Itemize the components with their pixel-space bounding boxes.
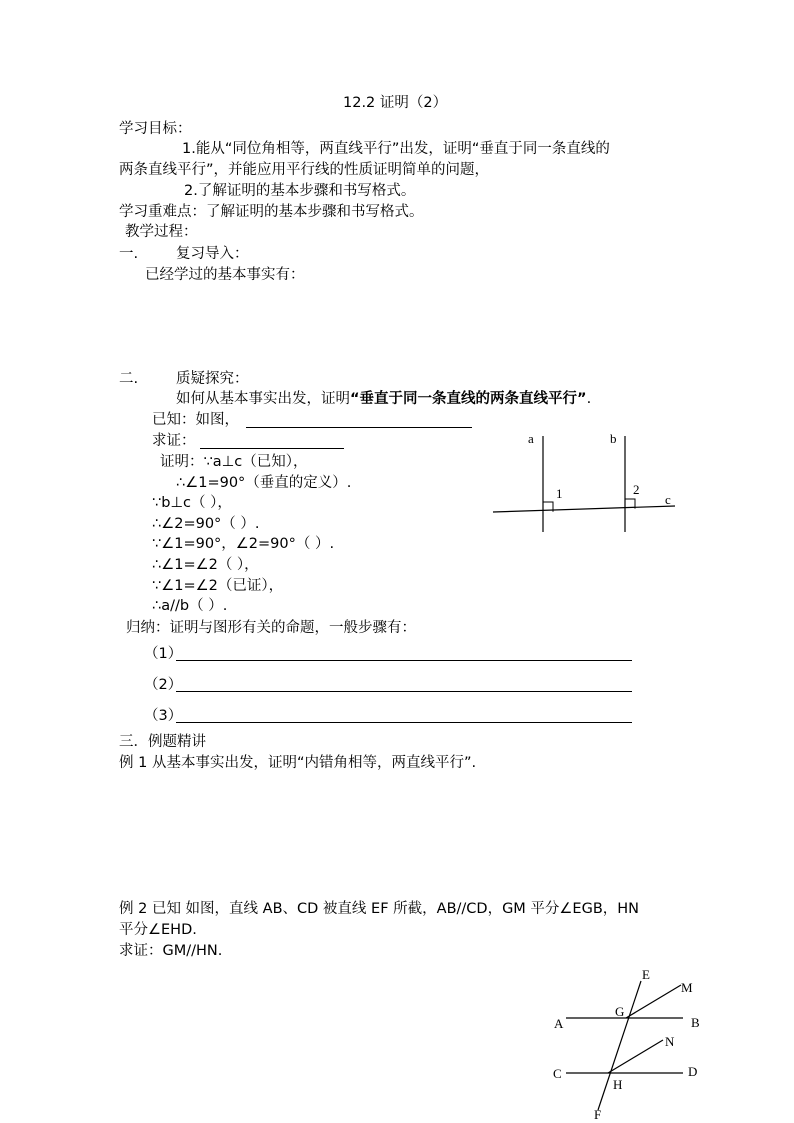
label-M: M <box>681 980 693 995</box>
label-c: c <box>665 492 671 507</box>
page-title: 12.2 证明（2） <box>343 95 448 111</box>
step-3-blank[interactable] <box>176 722 632 723</box>
section-3-heading: 三．例题精讲 <box>119 734 206 750</box>
intro-bold: “垂直于同一条直线的两条直线平行” <box>350 391 587 407</box>
label-b: b <box>610 431 617 446</box>
prove-label: 求证： <box>152 433 196 449</box>
label-E: E <box>642 967 650 982</box>
section-2-number: 二. <box>119 371 139 387</box>
label-angle-2: 2 <box>633 482 640 497</box>
label-N: N <box>665 1034 675 1049</box>
label-D: D <box>688 1064 698 1079</box>
step-1-label: （1） <box>144 646 183 662</box>
step-1-blank[interactable] <box>176 660 632 661</box>
label-F: F <box>594 1107 602 1122</box>
step-2-label: （2） <box>144 677 183 693</box>
perpendicular-figure <box>490 428 680 538</box>
label-a: a <box>528 431 534 446</box>
proof-line-2: ∴∠1=90°（垂直的定义）. <box>176 475 352 491</box>
given-blank[interactable] <box>246 427 472 428</box>
proof-line-3: ∵b⊥c（ ）， <box>152 495 232 511</box>
proof-line-6: ∴∠1=∠2（ ）， <box>152 557 259 573</box>
proof-line-4: ∴∠2=90°（ ）. <box>152 516 260 532</box>
summary: 归纳：证明与图形有关的命题，一般步骤有： <box>126 620 416 636</box>
example-2-prove: 求证：GM//HN. <box>119 943 223 959</box>
section-1-number: 一. <box>119 246 139 262</box>
section-2-title: 质疑探究： <box>176 371 249 387</box>
section-1-text: 已经学过的基本事实有： <box>145 267 305 283</box>
label-A: A <box>554 1016 564 1031</box>
intro-prefix: 如何从基本事实出发，证明 <box>176 391 350 407</box>
step-3-label: （3） <box>144 708 183 724</box>
intro-suffix: . <box>586 391 592 407</box>
label-G: G <box>615 1004 625 1019</box>
goals-heading: 学习目标： <box>119 121 192 137</box>
goal-1-line-1: 1.能从“同位角相等，两直线平行”出发，证明“垂直于同一条直线的 <box>182 141 610 157</box>
example-2-line-1: 例 2 已知 如图，直线 AB、CD 被直线 EF 所截，AB//CD，GM 平分∠EGB，HN <box>119 901 640 917</box>
process-heading: 教学过程： <box>125 224 198 240</box>
section-2-intro <box>176 390 591 408</box>
proof-line-7: ∵∠1=∠2（已证）， <box>152 578 284 594</box>
label-C: C <box>553 1066 562 1081</box>
label-angle-1: 1 <box>556 486 563 501</box>
key-points: 学习重难点：了解证明的基本步骤和书写格式。 <box>119 204 424 220</box>
label-H: H <box>613 1077 623 1092</box>
example-1: 例 1 从基本事实出发，证明“内错角相等，两直线平行”. <box>119 755 477 771</box>
given-label: 已知：如图， <box>152 412 239 428</box>
proof-line-5: ∵∠1=90°，∠2=90°（ ）. <box>152 536 335 552</box>
section-1-title: 复习导入： <box>176 246 249 262</box>
transversal-figure <box>546 965 716 1123</box>
goal-1-line-2: 两条直线平行”，并能应用平行线的性质证明简单的问题， <box>119 162 490 178</box>
label-B: B <box>691 1015 700 1030</box>
step-2-blank[interactable] <box>176 691 632 692</box>
line-c <box>493 506 675 512</box>
prove-blank[interactable] <box>200 448 344 449</box>
proof-line-8: ∴a//b（ ）. <box>152 598 228 614</box>
goal-2: 2.了解证明的基本步骤和书写格式。 <box>184 183 416 199</box>
proof-line-1: 证明：∵a⊥c（已知）， <box>160 454 308 470</box>
example-2-line-2: 平分∠EHD. <box>119 922 197 938</box>
